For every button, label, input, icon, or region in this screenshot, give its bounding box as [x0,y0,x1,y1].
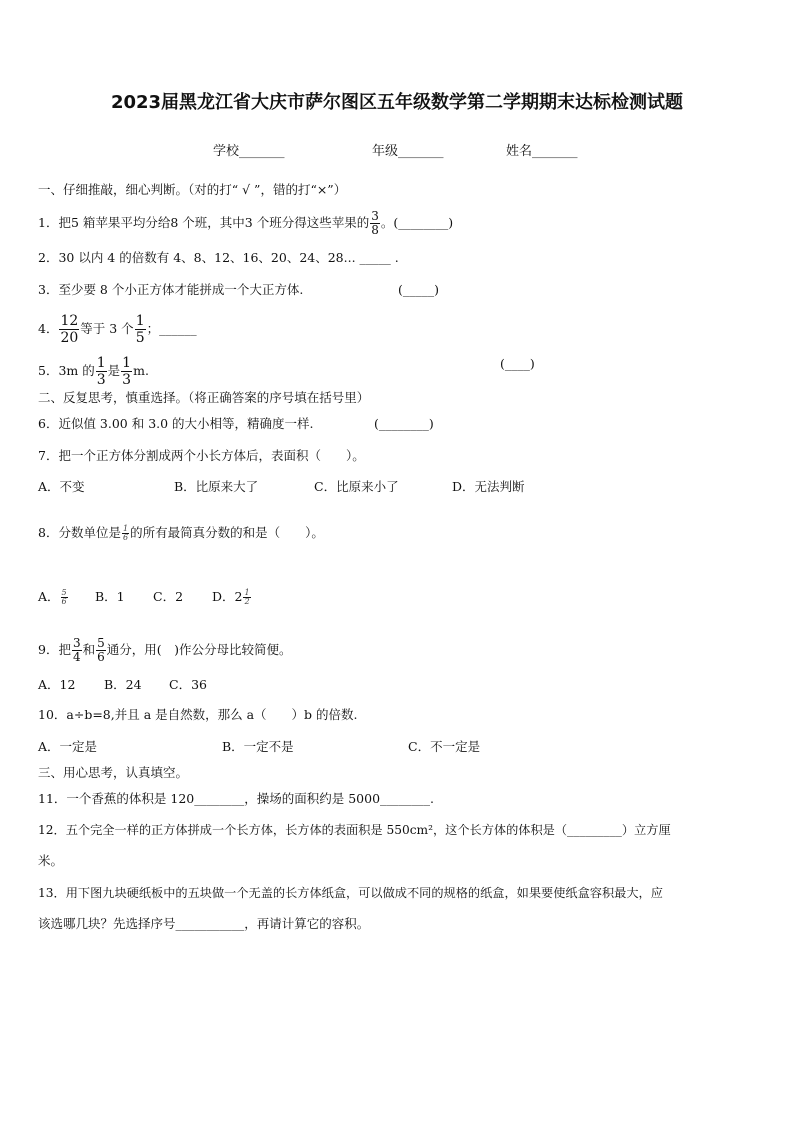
section3-heading: 三、用心思考，认真填空。 [38,765,189,780]
question-1 [38,210,453,237]
q6-answer-blank[interactable]: (________) [374,416,434,431]
q9-options [38,676,438,694]
q10-option-c[interactable]: C．不一定是 [408,739,481,754]
q10-option-a[interactable]: A．一定是 [38,739,98,754]
q4-answer-blank[interactable]: ；______ [146,321,197,336]
question-9: 9．把 $\frac{3}{4}$ 和 $\frac{5}{6}$ 通分，用( )作公分母比较简便。 [38,636,292,664]
question-13: 13．用下图九块硬纸板中的五块做一个无盖的长方体纸盒，可以做成不同的规格的纸盒，如果要使纸盒容积最大，应 [38,886,663,900]
q9-option-b[interactable]: B．24 [104,677,142,692]
q4-fraction-1-5: $\frac{1}{5}$ [135,313,145,346]
question-3 [38,281,440,299]
q1-text: 1．把5 箱苹果平均分给8 个班，其中3 个班分得这些苹果的 [38,215,370,230]
question-10: 10．a÷b=8,并且 a 是自然数，那么 a（ ）b 的倍数. [38,707,358,722]
q8-option-a[interactable]: A． $\frac{5}{6}$ [38,588,67,606]
q5-fraction-b: $\frac{1}{3}$ [122,355,132,388]
name-field[interactable]: 姓名_______ [506,144,578,159]
section1-heading: 一、仔细推敲，细心判断。（对的打“ √ ”，错的打“×”） [38,182,347,197]
question-2: 2．30 以内 4 的倍数有 4、8、12、16、20、24、28... _____ . [38,250,399,265]
q9-fraction-5-6: $\frac{5}{6}$ [97,636,105,664]
q7-option-a[interactable]: A．不变 [38,479,85,494]
q3-text: 3．至少要 8 个小正方体才能拼成一个大正方体. [38,282,304,297]
q9-option-a[interactable]: A．12 [38,677,76,692]
question-8: 8．分数单位是 $\frac{1}{6}$ 的所有最简真分数的和是（ ）。 [38,524,324,542]
q10-option-b[interactable]: B．一定不是 [222,739,294,754]
q7-option-d[interactable]: D．无法判断 [452,479,525,494]
q9-option-c[interactable]: C．36 [169,677,207,692]
q8-option-b[interactable]: B．1 [95,589,125,604]
q3-answer-blank[interactable]: (_____) [398,282,440,297]
q5-answer-blank[interactable]: (____) [500,356,535,371]
q8-fraction-unit: $\frac{1}{6}$ [122,524,129,542]
page-title: 2023届黑龙江省大庆市萨尔图区五年级数学第二学期期末达标检测试题 [110,92,684,113]
q7-options [38,478,758,496]
q8-options [38,588,758,608]
q1-fraction: $\frac{3}{8}$ [371,209,379,237]
question-12-cont: 米。 [38,853,64,868]
school-field[interactable]: 学校_______ [213,144,285,159]
q9-fraction-3-4: $\frac{3}{4}$ [72,636,81,664]
q5-fraction-a: $\frac{1}{3}$ [96,355,106,388]
section2-heading: 二、反复思考，慎重选择。（将正确答案的序号填在括号里） [38,390,370,405]
q8-option-d[interactable]: D．2 $\frac{1}{2}$ [212,588,250,606]
question-5: 5．3m 的 $\frac{1}{3}$ 是 $\frac{1}{3}$ m. (____) [38,355,535,388]
question-6: 6．近似值 3.00 和 3.0 的大小相等，精确度一样. (________) [38,416,434,431]
q1-answer-blank[interactable]: 。(________) [380,215,454,230]
q8-option-c[interactable]: C．2 [153,589,184,604]
question-4: 4． $\frac{12}{20}$ 等于 3 个 $\frac{1}{5}$ ；______ [38,313,197,346]
question-12: 12．五个完全一样的正方体拼成一个长方体，长方体的表面积是 550cm²，这个长方体的体积是（_________）立方厘 [38,823,671,837]
q7-option-b[interactable]: B．比原来大了 [174,479,259,494]
question-11: 11．一个香蕉的体积是 120________，操场的面积约是 5000________. [38,791,434,806]
q4-fraction-12-20: $\frac{12}{20}$ [60,313,79,346]
grade-field[interactable]: 年级_______ [372,144,444,159]
q10-options [38,738,758,756]
q7-option-c[interactable]: C．比原来小了 [314,479,399,494]
question-7: 7．把一个正方体分割成两个小长方体后，表面积（ ）。 [38,448,365,463]
question-13-cont: 该选哪几块？先选择序号___________，再请计算它的容积。 [38,916,370,931]
